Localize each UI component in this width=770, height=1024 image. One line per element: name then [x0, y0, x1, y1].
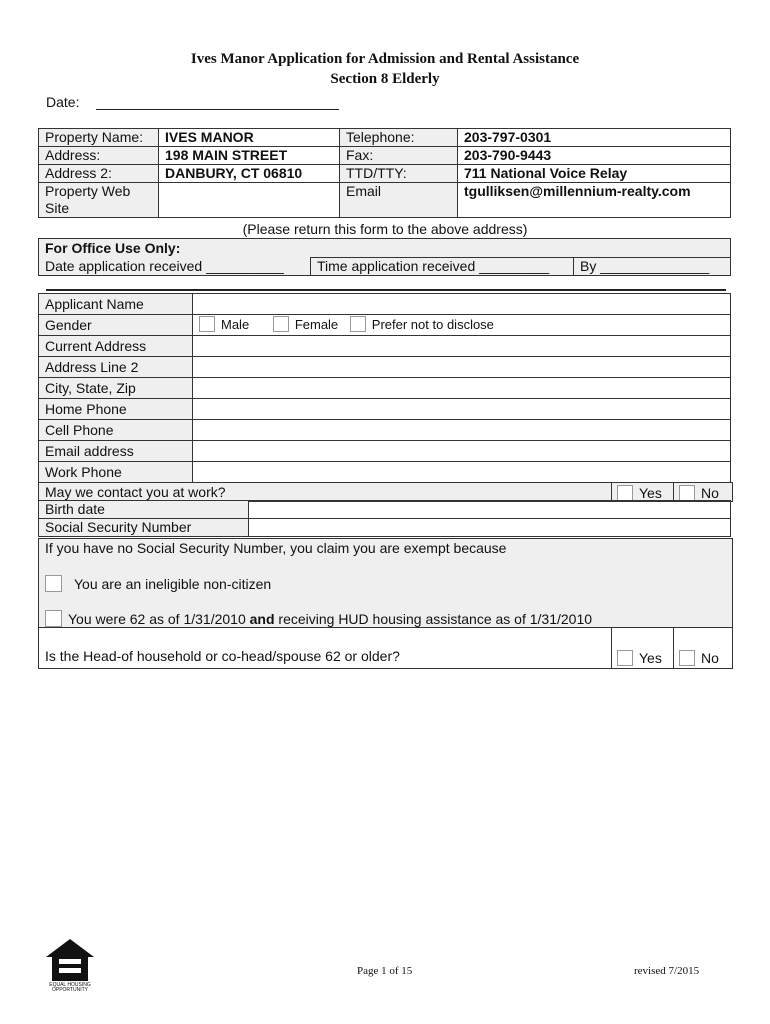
gender-female-label: Female: [294, 317, 339, 332]
home-phone-input[interactable]: [193, 399, 731, 420]
office-date-received[interactable]: Date application received __________: [39, 258, 311, 276]
office-by[interactable]: By ______________: [574, 258, 731, 276]
head-62-yes-label: Yes: [639, 650, 662, 666]
head-62-no-checkbox[interactable]: [679, 650, 695, 666]
gender-undisclosed-label: Prefer not to disclose: [371, 317, 494, 332]
address-label: Address:: [39, 147, 159, 165]
address2-value: DANBURY, CT 06810: [159, 165, 340, 183]
form-subtitle: Section 8 Elderly: [330, 71, 440, 87]
form-title: Ives Manor Application for Admission and Rental Assistance: [190, 51, 580, 67]
head-62-yes-checkbox[interactable]: [617, 650, 633, 666]
exempt-62-label-post: receiving HUD housing assistance as of 1/31/2010: [274, 611, 593, 627]
contact-work-yes-checkbox[interactable]: [617, 485, 633, 501]
ssn-input[interactable]: [249, 519, 731, 537]
contact-work-yes-label: Yes: [639, 485, 662, 501]
logo-text: EQUAL HOUSING OPPORTUNITY: [49, 982, 91, 993]
home-phone-label: Home Phone: [39, 399, 193, 420]
gender-options: [193, 315, 731, 336]
property-name-label: Property Name:: [39, 129, 159, 147]
current-address-input[interactable]: [193, 336, 731, 357]
telephone-value: 203-797-0301: [458, 129, 731, 147]
ssn-label: Social Security Number: [39, 519, 249, 537]
contact-work-row: [38, 482, 733, 502]
gender-label: Gender: [39, 315, 193, 336]
gender-male-checkbox[interactable]: [199, 316, 215, 332]
ssn-exempt-intro: If you have no Social Security Number, you claim you are exempt because: [45, 540, 507, 556]
exempt-noncitizen-checkbox[interactable]: [45, 575, 62, 592]
return-note: (Please return this form to the above address): [242, 221, 528, 237]
date-field[interactable]: [96, 109, 339, 110]
property-table: [38, 128, 731, 218]
head-62-no-label: No: [701, 650, 719, 666]
email-label: Email: [340, 183, 458, 218]
gender-undisclosed-checkbox[interactable]: [350, 316, 366, 332]
gender-female-checkbox[interactable]: [273, 316, 289, 332]
current-address-label: Current Address: [39, 336, 193, 357]
applicant-table: [38, 293, 731, 483]
ttd-value: 711 National Voice Relay: [458, 165, 731, 183]
web-value: [159, 183, 340, 218]
property-name-value: IVES MANOR: [159, 129, 340, 147]
fax-label: Fax:: [340, 147, 458, 165]
section-divider: [46, 289, 726, 291]
birth-ssn-table: [38, 500, 731, 537]
date-label: Date:: [46, 94, 80, 110]
contact-work-no-label: No: [701, 485, 719, 501]
address-value: 198 MAIN STREET: [159, 147, 340, 165]
gender-male-label: Male: [221, 317, 250, 332]
web-label: Property Web Site: [39, 183, 159, 218]
email-value: tgulliksen@millennium-realty.com: [458, 183, 731, 218]
work-phone-input[interactable]: [193, 462, 731, 483]
contact-work-label: May we contact you at work?: [45, 484, 226, 500]
address2-label: Address 2:: [39, 165, 159, 183]
applicant-name-label: Applicant Name: [39, 294, 193, 315]
equal-housing-icon: [44, 937, 96, 993]
work-phone-label: Work Phone: [39, 462, 193, 483]
revised-date: revised 7/2015: [634, 965, 700, 977]
applicant-name-input[interactable]: [193, 294, 731, 315]
head-62-label: Is the Head-of household or co-head/spouse 62 or older?: [45, 648, 400, 664]
exempt-62-label-and: and: [249, 611, 275, 627]
office-use-table: [38, 238, 731, 276]
fax-value: 203-790-9443: [458, 147, 731, 165]
cell-phone-input[interactable]: [193, 420, 731, 441]
email-address-label: Email address: [39, 441, 193, 462]
exempt-62-label-pre: You were 62 as of 1/31/2010: [68, 611, 250, 627]
exempt-noncitizen-label: You are an ineligible non-citizen: [74, 576, 272, 592]
head-62-row: [38, 627, 733, 669]
ttd-label: TTD/TTY:: [340, 165, 458, 183]
address-line2-input[interactable]: [193, 357, 731, 378]
birth-date-label: Birth date: [39, 501, 249, 519]
cell-phone-label: Cell Phone: [39, 420, 193, 441]
office-heading: For Office Use Only:: [39, 239, 731, 258]
office-time-received[interactable]: Time application received _________: [311, 258, 574, 276]
ssn-exempt-section: [38, 538, 733, 629]
contact-work-no-checkbox[interactable]: [679, 485, 695, 501]
address-line2-label: Address Line 2: [39, 357, 193, 378]
city-state-zip-label: City, State, Zip: [39, 378, 193, 399]
email-address-input[interactable]: [193, 441, 731, 462]
exempt-62-checkbox[interactable]: [45, 610, 62, 627]
page-number: Page 1 of 15: [357, 965, 413, 977]
city-state-zip-input[interactable]: [193, 378, 731, 399]
birth-date-input[interactable]: [249, 501, 731, 519]
telephone-label: Telephone:: [340, 129, 458, 147]
